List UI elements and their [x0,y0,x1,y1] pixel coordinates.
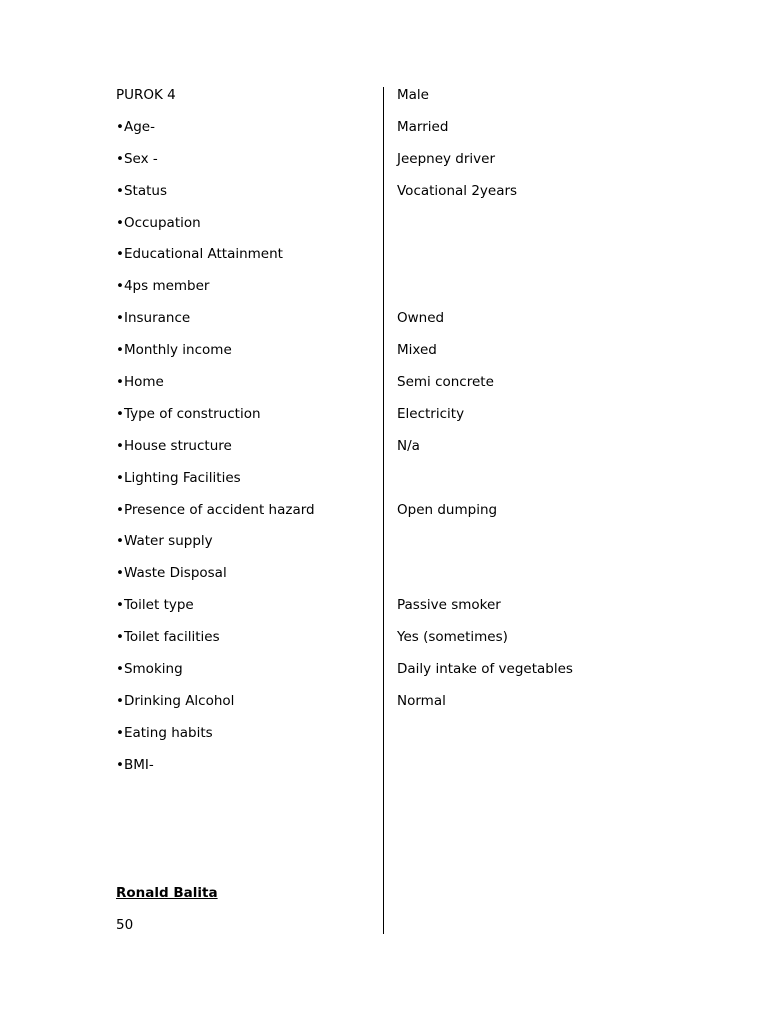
value-blank-5 [397,532,727,564]
signature-block [116,884,218,934]
label-eating-habits: •Eating habits [116,724,213,741]
attribute-values-column [397,86,727,724]
purok-heading: PUROK 4 [116,87,176,103]
value-blank-3 [397,277,727,309]
label-educational-attainment: •Educational Attainment [116,246,283,263]
label-home: •Home [116,374,164,391]
label-age: •Age- [116,118,155,135]
value-owned: Owned [397,310,445,327]
value-blank-1 [397,214,727,246]
value-jeepney-driver: Jeepney driver [397,150,496,167]
label-type-of-construction: •Type of construction [116,405,261,422]
value-male: Male [397,87,429,103]
value-blank-4 [397,469,727,501]
value-married: Married [397,118,449,135]
attribute-labels-column [116,86,381,788]
label-sex: •Sex - [116,150,158,167]
value-vocational: Vocational 2years [397,182,518,199]
value-na: N/a [397,437,420,454]
value-blank-6 [397,564,727,596]
label-status: •Status [116,182,167,199]
label-house-structure: •House structure [116,437,232,454]
label-occupation: •Occupation [116,214,201,231]
value-electricity: Electricity [397,405,465,422]
respondent-name: Ronald Balita [116,885,218,901]
label-drinking-alcohol: •Drinking Alcohol [116,692,235,709]
value-passive-smoker: Passive smoker [397,597,501,614]
label-insurance: •Insurance [116,310,191,327]
label-water-supply: •Water supply [116,533,213,550]
label-toilet-type: •Toilet type [116,597,194,614]
respondent-age: 50 [116,916,134,933]
label-waste-disposal: •Waste Disposal [116,565,227,582]
label-accident-hazard: •Presence of accident hazard [116,501,315,518]
label-bmi: •BMI- [116,756,154,773]
column-divider [383,87,384,934]
label-lighting-facilities: •Lighting Facilities [116,469,241,486]
value-daily-vegetables: Daily intake of vegetables [397,661,573,678]
label-4ps-member: •4ps member [116,278,210,295]
value-normal: Normal [397,692,446,709]
value-semi-concrete: Semi concrete [397,374,494,391]
value-yes-sometimes: Yes (sometimes) [397,629,508,646]
value-open-dumping: Open dumping [397,501,498,518]
label-monthly-income: •Monthly income [116,342,232,359]
label-smoking: •Smoking [116,661,183,678]
value-mixed: Mixed [397,342,437,359]
value-blank-2 [397,245,727,277]
label-toilet-facilities: •Toilet facilities [116,629,220,646]
